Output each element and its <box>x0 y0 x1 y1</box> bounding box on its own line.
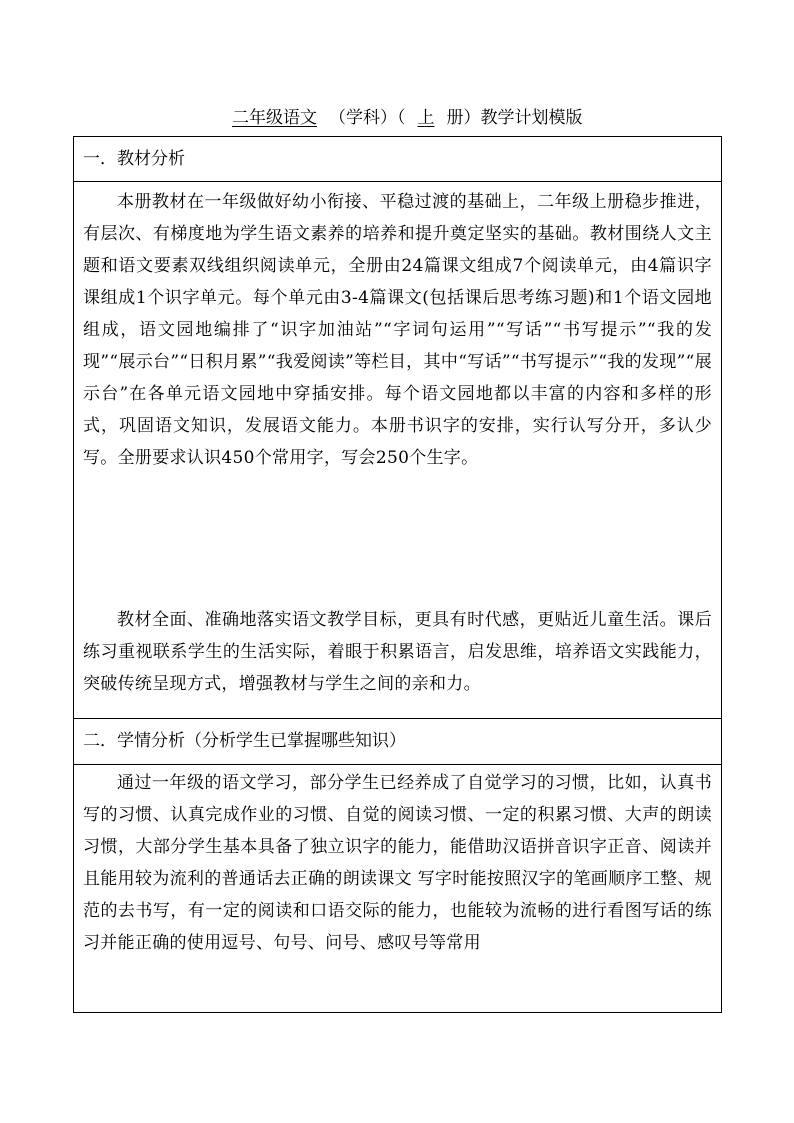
title-subject-blank: 二年级语文 <box>232 108 317 128</box>
paragraph-students-1: 通过一年级的语文学习，部分学生已经养成了自觉学习的习惯，比如，认真书写的习惯、认真完成作业的习惯、自觉的阅读习惯、一定的积累习惯、大声的朗读习惯，大部分学生基本具备了独立识字的能力，能借助汉语拼音识字正音、阅读并且能用较为流利的普通话去正确的朗读课文 写字时能按照汉字的笔画顺序工整、规范的去书写，有一定的阅读和口语交际的能力，也能较为流畅的进行看图写话的练习并能正确的使用逗号、句号、问号、感叹号等常用 <box>83 773 712 953</box>
title-subject-label: （学科）（ <box>329 108 406 128</box>
title-volume-label: 册）教学计划模版 <box>446 108 583 128</box>
title-volume-blank: 上 <box>417 108 435 128</box>
section-header-students <box>74 719 721 765</box>
section-body-students <box>74 765 721 1014</box>
paragraph-textbook-1: 本册教材在一年级做好幼小衔接、平稳过渡的基础上，二年级上册稳步推进，有层次、有梯度地为学生语文素养的培养和提升奠定坚实的基础。教材围绕人文主题和语文要素双线组织阅读单元，全册由24篇课文组成7个阅读单元，由4篇识字课组成1个识字单元。每个单元由3-4篇课文(包括课后思考练习题)和1个语文园地组成，语文园地编排了“识字加油站”“字词句运用”“写话”“书写提示”“我的发现”“展示台”“日积月累”“我爱阅读”等栏目，其中“写话”“书写提示”“我的发现”“展示台”在各单元语文园地中穿插安排。每个语文园地都以丰富的内容和多样的形式，巩固语文知识，发展语文能力。本册书识字的安排，实行认写分开，多认少写。全册要求认识450个常用字，写会250个生字。 <box>83 192 712 468</box>
section-heading-textbook: 一．教材分析 <box>83 149 185 169</box>
plan-table <box>73 136 722 1013</box>
section-heading-students: 二．学情分析（分析学生已掌握哪些知识） <box>83 731 406 751</box>
document-title <box>220 104 740 132</box>
paragraph-textbook-2: 教材全面、准确地落实语文教学目标，更具有时代感，更贴近儿童生活。课后练习重视联系学生的生活实际，着眼于积累语言，启发思维，培养语文实践能力，突破传统呈现方式，增强教材与学生之间的亲和力。 <box>83 610 712 694</box>
section-header-textbook <box>74 137 721 182</box>
section-body-textbook <box>74 182 721 719</box>
